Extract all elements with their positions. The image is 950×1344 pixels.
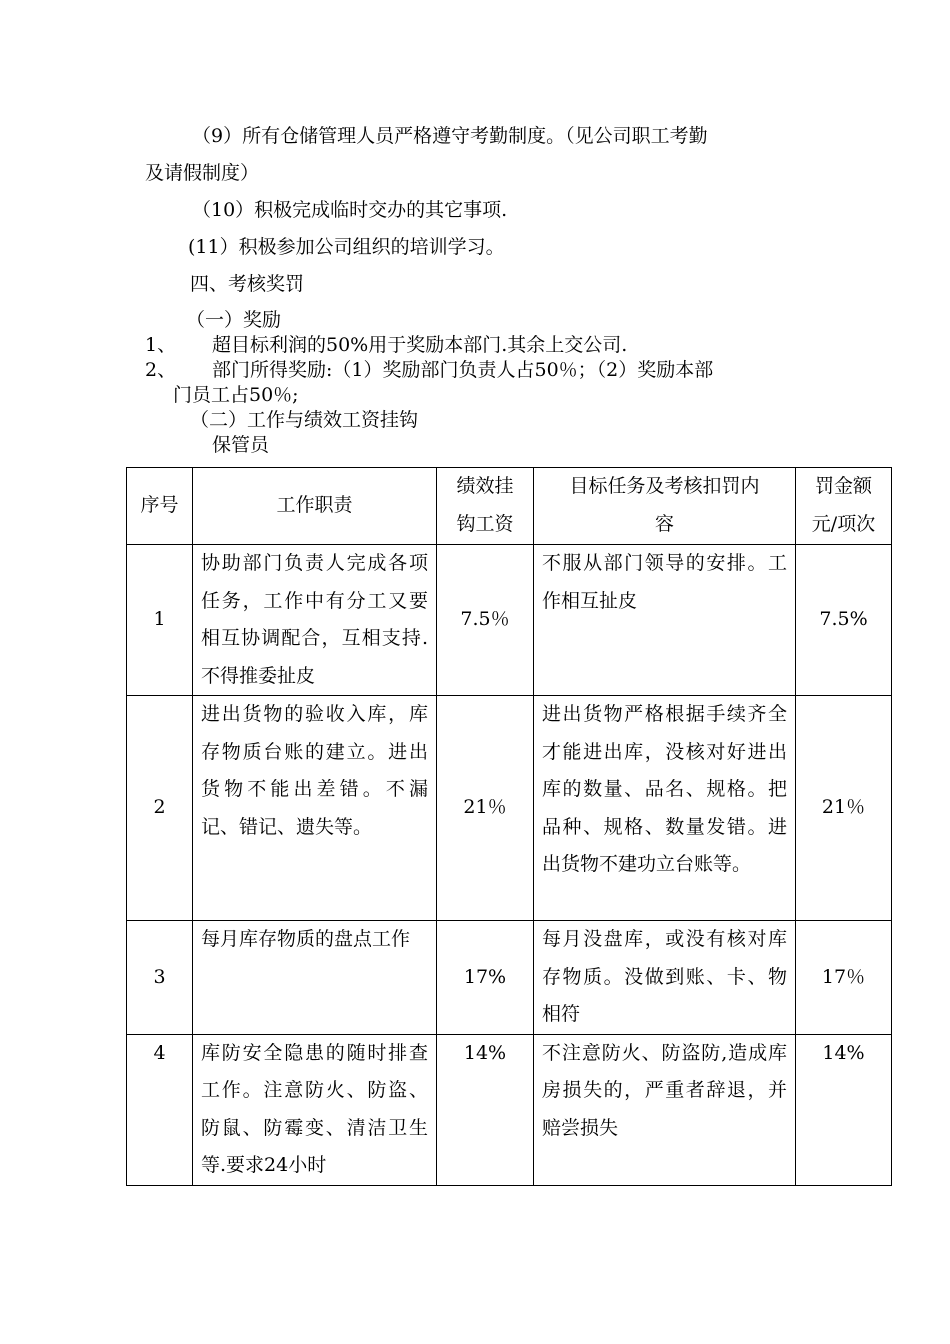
row-seq: 3 [127, 921, 193, 1035]
header-wage-line1: 绩效挂 [456, 475, 514, 497]
row-fine: 21％ [796, 696, 892, 921]
header-target-line1: 目标任务及考核扣罚内 [569, 475, 760, 497]
row-wage: 17% [437, 921, 534, 1035]
row-duty: 进出货物的验收入库，库存物质台账的建立。进出货物不能出差错。不漏记、错记、遗失等。 [193, 696, 437, 921]
row-wage: 21％ [437, 696, 534, 921]
table-row [127, 921, 892, 1035]
row-target: 不注意防火、防盗防,造成库房损失的，严重者辞退，并赔尝损失 [534, 1034, 796, 1185]
header-fine-line1: 罚金额 [814, 475, 872, 497]
row-wage: 14% [437, 1034, 534, 1185]
list-item-2-number: 2、 [145, 359, 177, 381]
row-target: 不服从部门领导的安排。工作相互扯皮 [534, 545, 796, 696]
list-item-1-text: 超目标利润的50%用于奖励本部门.其余上交公司. [212, 334, 628, 356]
table-header-row [127, 468, 892, 545]
header-target-line2: 容 [654, 512, 674, 535]
list-item-2-text: 部门所得奖励:（1）奖励部门负责人占50％；（2）奖励本部 [212, 359, 714, 381]
paragraph-9-line1: （9）所有仓储管理人员严格遵守考勤制度。（见公司职工考勤 [192, 125, 708, 147]
row-duty: 每月库存物质的盘点工作 [193, 921, 437, 1035]
performance-table [126, 467, 892, 1186]
list-item-2-continuation: 门员工占50％; [173, 384, 299, 406]
subsection-heading-reward: （一）奖励 [186, 309, 282, 331]
row-wage: 7.5％ [437, 545, 534, 696]
paragraph-10: （10）积极完成临时交办的其它事项. [192, 199, 508, 221]
paragraph-9-line2: 及请假制度） [145, 162, 260, 184]
header-seq: 序号 [127, 468, 193, 545]
row-fine: 14% [796, 1034, 892, 1185]
row-seq: 1 [127, 545, 193, 696]
header-wage [437, 468, 534, 545]
header-duty: 工作职责 [193, 468, 437, 545]
list-item-1-number: 1、 [145, 334, 177, 356]
header-target [534, 468, 796, 545]
header-fine [796, 468, 892, 545]
role-title: 保管员 [212, 434, 270, 456]
table-row [127, 545, 892, 696]
paragraph-11: (11）积极参加公司组织的培训学习。 [188, 236, 505, 258]
row-seq: 4 [127, 1034, 193, 1185]
header-fine-line2: 元/项次 [811, 512, 876, 535]
row-seq: 2 [127, 696, 193, 921]
row-duty: 库防安全隐患的随时排查工作。注意防火、防盗、防鼠、防霉变、清洁卫生等.要求24小时 [193, 1034, 437, 1185]
table-row [127, 696, 892, 921]
section-heading-4: 四、考核奖罚 [190, 273, 305, 295]
table-row [127, 1034, 892, 1185]
row-fine: 17％ [796, 921, 892, 1035]
header-wage-line2: 钩工资 [456, 512, 514, 535]
subsection-heading-performance: （二）工作与绩效工资挂钩 [190, 409, 419, 431]
row-fine: 7.5% [796, 545, 892, 696]
row-duty: 协助部门负责人完成各项任务，工作中有分工又要相互协调配合，互相支持.不得推委扯皮 [193, 545, 437, 696]
row-target: 每月没盘库，或没有核对库存物质。没做到账、卡、物相符 [534, 921, 796, 1035]
row-target: 进出货物严格根据手续齐全才能进出库，没核对好进出库的数量、品名、规格。把品种、规格、数量发错。进出货物不建功立台账等。 [534, 696, 796, 921]
